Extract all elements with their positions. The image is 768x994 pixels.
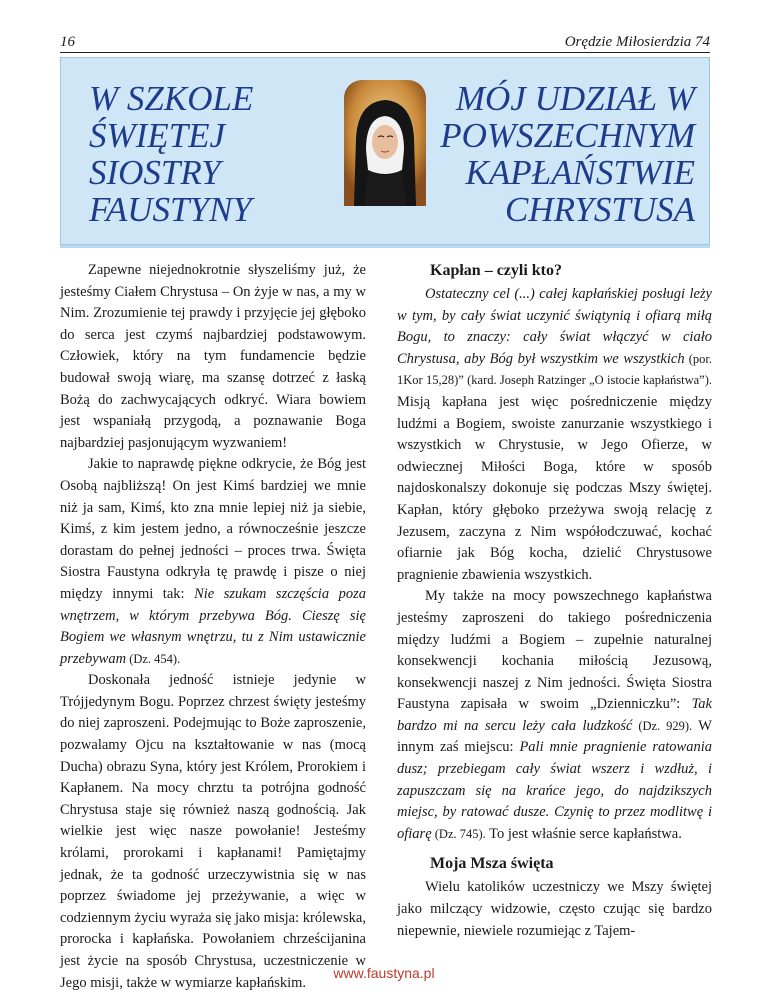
paragraph: Doskonała jedność istnieje jedynie w Trójjedynym Bogu. Poprzez chrzest święty jesteśmy do niej zaproszeni. Podejmując to Boże zaproszenie, pozwalamy Ojcu na kształtowanie w nas (mocą Ducha) obrazu Syna, który jest Królem, Prorokiem i Kapłanem. Na mocy chrztu ta potrójna godność Chrystusa staje się również naszą godnością. Jak wielkie jest więc nasze powołanie! Jesteśmy królami, prorokami i kapłanami! Pamiętajmy jednak, że ta godność urzeczywistnia się w nas poprzez świadome jej przeżywanie, a więc w codziennym życiu wyraża się jako misja: królewska, prorocka i kapłańska. Powołaniem chrześcijanina jest życie na sposób Chrystusa, uczestniczenie w Jego misji, także w wymiarze kapłańskim. xyxy=(60,672,366,991)
paragraph-text: To jest właśnie serce kapłaństwa. xyxy=(485,825,682,842)
title-banner xyxy=(60,57,710,245)
paragraph-text: W innym zaś miejscu: xyxy=(397,717,712,756)
banner-left-line: FAUSTYNY xyxy=(89,190,252,229)
diary-reference: (Dz. 745). xyxy=(431,826,486,841)
portrait-image xyxy=(344,80,426,206)
banner-right-line: CHRYSTUSA xyxy=(505,190,695,229)
diary-quote: Tak bardzo mi na sercu leży cała ludzkość xyxy=(397,696,712,734)
section-heading: Kapłan – czyli kto? xyxy=(430,262,563,279)
paragraph xyxy=(397,284,712,586)
banner-left-line: SIOSTRY xyxy=(89,153,221,192)
reference: (por. 1Kor 15,28)” (kard. Joseph Ratzinger „O istocie kapłaństwa”). xyxy=(397,351,712,388)
paragraph-text: My także na mocy powszechnego kapłaństwa jesteśmy zaproszeni do takiego pośredniczenia między ludźmi a Bogiem – zupełnie naturalnej konsekwencji kochania miłością Jezusową, konsekwencji naszej z Nim jedności. Święta Siostra Faustyna zapisała w swoim „Dzienniczku”: xyxy=(397,588,712,713)
header-rule xyxy=(60,52,710,53)
paragraph: Wielu katolików uczestniczy we Mszy świętej jako milczący widzowie, często czując się bardzo niepewnie, niewiele rozumiejąc z Tajem- xyxy=(397,879,712,939)
banner-left-line: ŚWIĘTEJ xyxy=(89,116,226,155)
quote: Ostateczny cel (...) całej kapłańskiej posługi leży w tym, by cały świat uczynić świątynią i ofiarą miłą Bogu, to znaczy: cały świat włączyć w ciało Chrystusa, aby Bóg był wszystkim we wszystkich xyxy=(397,286,712,367)
banner-strip xyxy=(60,245,710,248)
paragraph xyxy=(397,586,712,845)
page-header xyxy=(60,30,710,52)
banner-left-title xyxy=(89,80,253,228)
diary-reference: (Dz. 929). xyxy=(632,718,693,733)
section-heading: Moja Msza święta xyxy=(430,855,554,873)
right-column xyxy=(397,260,712,942)
banner-right-line: MÓJ UDZIAŁ W xyxy=(455,79,695,118)
left-column xyxy=(60,260,366,994)
paragraph-text: Misją kapłana jest więc pośredniczenie między ludźmi a Bogiem, swoiste zanurzanie wszystkiego i wszystkich w Chrystusie, w Jego Ofierze, w odwiecznej Miłości Boga, które w sposób najdoskonalszy dokonuje się podczas Mszy świętej. Kapłan, który głęboko przeżywa swoją relację z Jezusem, zaczyna z Nim współodczuwać, kochać ofiarnie jak Bóg kocha, dzielić Chrystusowe pragnienie zbawienia wszystkich. xyxy=(397,393,712,583)
diary-reference: (Dz. 454). xyxy=(126,651,181,666)
paragraph-text: Jakie to naprawdę piękne odkrycie, że Bóg jest Osobą najbliższą! On jest Kimś bardziej we mnie niż ja sam, Kimś, kto zna mnie lepiej niż ja siebie, Kimś, z kim jestem jedno, a równocześnie jeszcze dorastam do pełnej jedności – proces trwa. Święta Siostra Faustyna odkryła tę prawdę i pisze o niej między innymi tak: xyxy=(60,456,366,602)
page-number: 16 xyxy=(60,34,75,50)
footer-url[interactable]: www.faustyna.pl xyxy=(333,965,435,981)
banner-right-line: KAPŁAŃSTWIE xyxy=(465,153,695,192)
diary-quote: Pali mnie pragnienie ratowania dusz; przebiegam cały świat wszerz i wzdłuż, i zapuszczam się na krańce jego, do najdzikszych miejsc, by ratować dusze. Czynię to przez modlitwę i ofiarę xyxy=(397,739,712,842)
paragraph: Zapewne niejednokrotnie słyszeliśmy już, że jesteśmy Ciałem Chrystusa – On żyje w nas, a my w Nim. Zrozumienie tej prawdy i przyjęcie jej głęboko do serca jest czymś najbardziej podstawowym. Człowiek, który na tym fundamencie będzie budował swoją wiarę, ma szansę dotrzeć z łaską Bożą do zachwycających odkryć. Wiara bowiem jest wspaniałą przygodą, a poznawanie Boga najbardziej pasjonującym wyzwaniem! xyxy=(60,262,366,451)
paragraph xyxy=(60,454,366,670)
publication-title: Orędzie Miłosierdzia 74 xyxy=(564,34,710,50)
banner-right-title xyxy=(440,80,695,228)
banner-left-line: W SZKOLE xyxy=(89,79,254,118)
saint-portrait-icon xyxy=(344,80,426,206)
banner-right-line: POWSZECHNYM xyxy=(440,116,695,155)
diary-quote: Nie szukam szczęścia poza wnętrzem, w którym przebywa Bóg. Cieszę się Bogiem we własnym wnętrzu, tu z Nim ustawicznie przebywam xyxy=(60,585,366,667)
